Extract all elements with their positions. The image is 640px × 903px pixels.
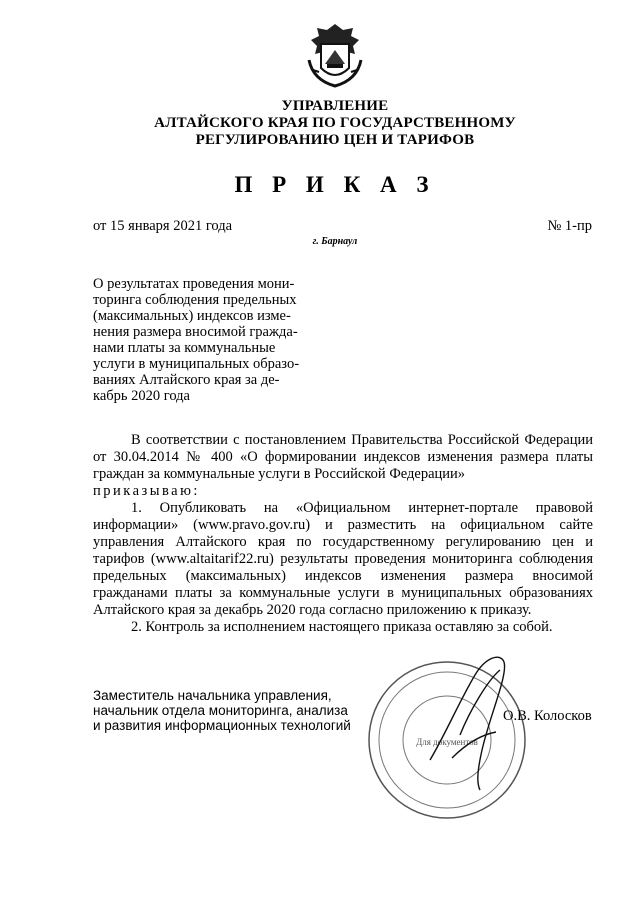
- org-name-line3: РЕГУЛИРОВАНИЮ ЦЕН И ТАРИФОВ: [195, 132, 475, 148]
- order-word: приказываю:: [93, 483, 200, 499]
- subject-line: ваниях Алтайского края за де-: [93, 372, 280, 388]
- signer-position-line1: Заместитель начальника управления,: [93, 688, 332, 703]
- signer-position-line2: начальник отдела мониторинга, анализа: [93, 703, 348, 718]
- subject-line: торинга соблюдения предельных: [93, 292, 297, 308]
- document-number: № 1-пр: [547, 218, 592, 234]
- subject-line: кабрь 2020 года: [93, 388, 190, 404]
- document-title: П Р И К А З: [234, 172, 436, 197]
- subject-line: нения размера вносимой гражда-: [93, 324, 298, 340]
- org-name-line2: АЛТАЙСКОГО КРАЯ ПО ГОСУДАРСТВЕННОМУ: [154, 115, 516, 131]
- signer-name: О.В. Колосков: [503, 708, 592, 724]
- subject-line: О результатах проведения мони-: [93, 276, 295, 292]
- document-subject: [93, 276, 315, 404]
- svg-text:Для документов: Для документов: [416, 737, 478, 747]
- subject-line: (максимальных) индексов изме-: [93, 308, 291, 324]
- org-name-line1: УПРАВЛЕНИЕ: [281, 98, 389, 114]
- document-date: от 15 января 2021 года: [93, 218, 233, 234]
- preamble-paragraph: В соответствии с постановлением Правительства Российской Федерации от 30.04.2014 № 400 «О формировании индексов изменения размера платы граждан за коммунальные услуги в Российской Федерации»: [93, 432, 593, 482]
- document-city: г. Барнаул: [312, 236, 358, 247]
- signer-position-line3: и развития информационных технологий: [93, 718, 351, 733]
- subject-line: услуги в муниципальных образо-: [93, 356, 300, 372]
- coat-of-arms-icon: [303, 20, 367, 90]
- order-item-1: 1. Опубликовать на «Официальном интернет-портале правовой информации» (www.pravo.gov.ru) и разместить на официальном сайте управления Алтайского края по государственному регулированию цен и тарифов (www.altaitarif22.ru) результаты проведения мониторинга соблюдения предельных (максимальных) индексов изменения размера вносимой гражданами платы за коммунальные услуги в муниципальных образованиях Алтайского края за декабрь 2020 года согласно приложению к приказу.: [93, 500, 593, 618]
- order-item-2: 2. Контроль за исполнением настоящего приказа оставляю за собой.: [131, 619, 553, 635]
- subject-line: нами платы за коммунальные: [93, 340, 276, 356]
